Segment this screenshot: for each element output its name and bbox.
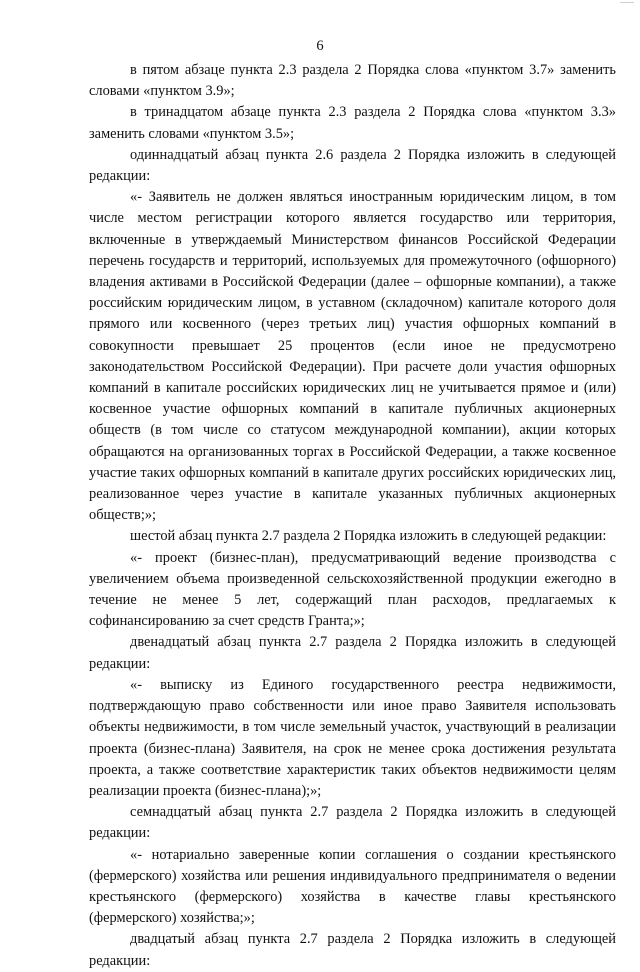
page-number: 6 <box>316 38 324 54</box>
paragraph-1: в пятом абзаце пункта 2.3 раздела 2 Порядка слова «пунктом 3.7» заменить словами «пунктом 3.9»; <box>89 62 616 100</box>
paragraph-8: «- выписку из Единого государственного реестра недвижимости, подтверждающую право собственности или иное право Заявителя использовать объекты недвижимости, в том числе земельный участок, участвующий в реализации проекта (бизнес-плана) Заявителя, на срок не менее срока достижения результата проекта, а также соответствие характеристик таких объектов недвижимости целям реализации проекта (бизнес-плана);»; <box>89 676 616 799</box>
paragraph-5: шестой абзац пункта 2.7 раздела 2 Порядка изложить в следующей редакции: <box>130 528 607 545</box>
paragraph-3: одиннадцатый абзац пункта 2.6 раздела 2 Порядка изложить в следующей редакции: <box>89 146 616 185</box>
paragraph-11: двадцатый абзац пункта 2.7 раздела 2 Порядка изложить в следующей редакции: <box>89 931 616 969</box>
paragraph-2: в тринадцатом абзаце пункта 2.3 раздела 2 Порядка слова «пунктом 3.3» заменить словами «пунктом 3.5»; <box>89 104 616 142</box>
paragraph-9: семнадцатый абзац пункта 2.7 раздела 2 Порядка изложить в следующей редакции: <box>89 804 616 842</box>
document-body <box>89 60 616 972</box>
paragraph-4: «- Заявитель не должен являться иностранным юридическим лицом, в том числе местом регистрации которого является государство или территория, включенные в утверждаемый Министерством финансов Российской Федерации перечень государств и территорий, используемых для промежуточного (офшорного) владения активами в Российской Федерации (далее – офшорные компании), а также российским юридическим лицом, в уставном (складочном) капитале которого доля прямого или косвенного (через третьих лиц) участия офшорных компаний в совокупности превышает 25 процентов (если иное не предусмотрено законодательством Российской Федерации). При расчете доли участия офшорных компаний в капитале российских юридических лиц не учитывается прямое и (или) косвенное участие офшорных компаний в капитале публичных акционерных обществ (в том числе со статусом международной компании), акции которых обращаются на организованных торгах в Российской Федерации, а также косвенное участие таких офшорных компаний в капитале других российских юридических лиц, реализованное через участие в капитале указанных публичных акционерных обществ;»; <box>89 189 616 524</box>
paragraph-6: «- проект (бизнес-план), предусматривающий ведение производства с увеличением объема произведенной сельскохозяйственной продукции ежегодно в течение не менее 5 лет, содержащий план расходов, предлагаемых к софинансированию за счет средств Гранта;»; <box>89 549 616 630</box>
paragraph-10: «- нотариально заверенные копии соглашения о создании крестьянского (фермерского) хозяйства или решения индивидуального предпринимателя о ведении крестьянского (фермерского) хозяйства в качестве главы крестьянского (фермерского) хозяйства;»; <box>89 846 616 927</box>
paragraph-7: двенадцатый абзац пункта 2.7 раздела 2 Порядка изложить в следующей редакции: <box>89 634 616 672</box>
scan-corner-mark <box>620 2 634 9</box>
